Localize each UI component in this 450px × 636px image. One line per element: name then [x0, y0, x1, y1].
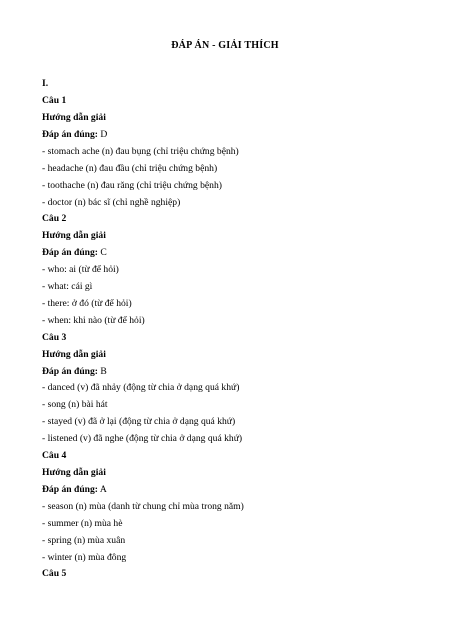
answer-label: Đáp án đúng:: [42, 129, 98, 140]
answer-value: D: [100, 129, 108, 140]
explanation-item: - winter (n) mùa đông: [42, 552, 127, 563]
section-heading: I.: [42, 78, 49, 89]
explanation-item: - song (n) bài hát: [42, 399, 108, 410]
guide-label: Hướng dẫn giải: [42, 349, 106, 360]
answer-line: [42, 247, 107, 259]
explanation-item: - summer (n) mùa hè: [42, 518, 123, 529]
guide-label: Hướng dẫn giải: [42, 230, 106, 241]
explanation-item: - what: cái gì: [42, 281, 93, 292]
answer-label: Đáp án đúng:: [42, 484, 98, 495]
explanation-item: - there: ở đó (từ để hỏi): [42, 298, 132, 309]
answer-line: [42, 129, 107, 141]
explanation-item: - who: ai (từ để hỏi): [42, 264, 119, 275]
question-label: Câu 3: [42, 332, 67, 343]
explanation-item: - stomach ache (n) đau bụng (chỉ triệu chứng bệnh): [42, 146, 239, 157]
explanation-item: - when: khi nào (từ để hỏi): [42, 315, 145, 326]
answer-line: [42, 484, 107, 496]
explanation-item: - danced (v) đã nhảy (động từ chia ở dạng quá khứ): [42, 382, 240, 393]
question-label: Câu 4: [42, 450, 67, 461]
explanation-item: - season (n) mùa (danh từ chung chỉ mùa trong năm): [42, 501, 244, 512]
explanation-item: - spring (n) mùa xuân: [42, 535, 126, 546]
answer-value: A: [99, 484, 107, 495]
explanation-item: - toothache (n) đau răng (chỉ triệu chứng bệnh): [42, 180, 222, 191]
answer-line: [42, 366, 107, 378]
question-label: Câu 5: [42, 568, 67, 579]
explanation-item: - doctor (n) bác sĩ (chỉ nghề nghiệp): [42, 197, 181, 208]
question-label: Câu 1: [42, 95, 67, 106]
explanation-item: - listened (v) đã nghe (động từ chia ở dạng quá khứ): [42, 433, 243, 444]
page-title: ĐÁP ÁN - GIẢI THÍCH: [171, 40, 279, 51]
explanation-item: - headache (n) đau đầu (chỉ triệu chứng bệnh): [42, 163, 218, 174]
guide-label: Hướng dẫn giải: [42, 112, 106, 123]
guide-label: Hướng dẫn giải: [42, 467, 106, 478]
answer-label: Đáp án đúng:: [42, 247, 98, 258]
answer-label: Đáp án đúng:: [42, 366, 98, 377]
answer-value: C: [100, 247, 107, 258]
explanation-item: - stayed (v) đã ở lại (động từ chia ở dạng quá khứ): [42, 416, 236, 427]
answer-value: B: [100, 366, 107, 377]
question-label: Câu 2: [42, 213, 67, 224]
